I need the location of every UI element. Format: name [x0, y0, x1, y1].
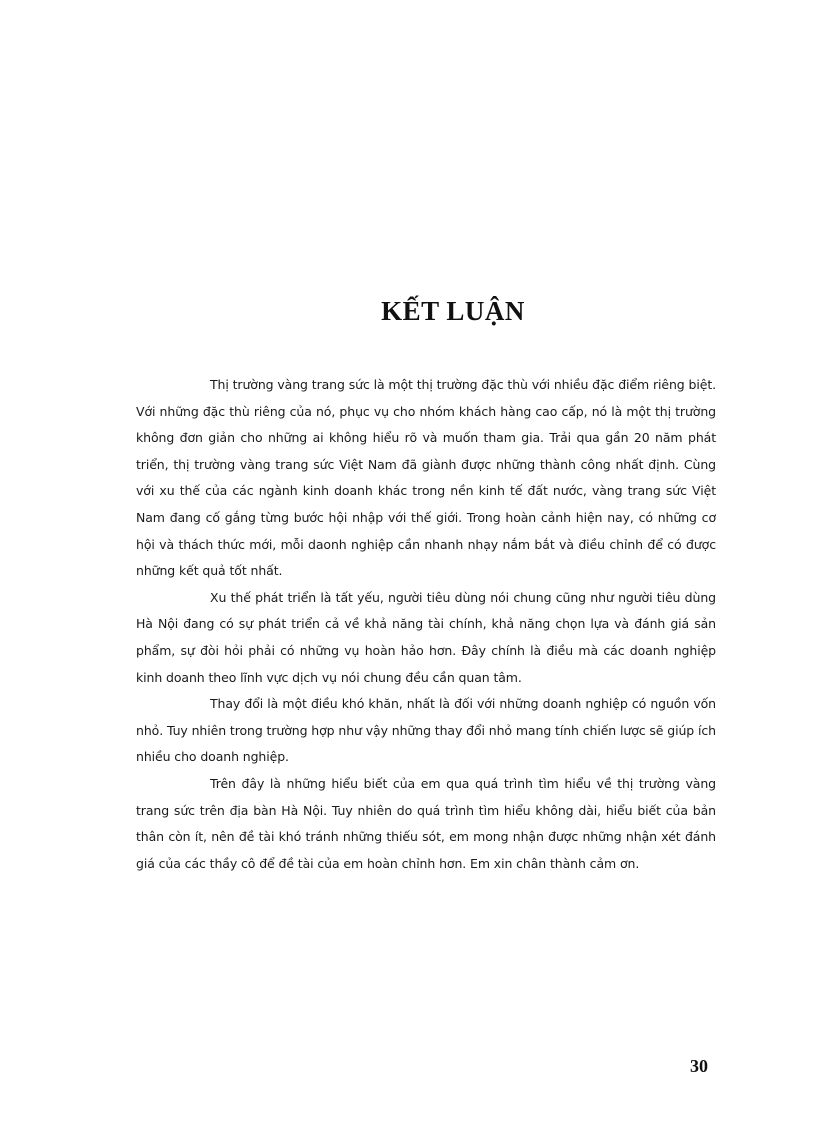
paragraph-2: Xu thế phát triển là tất yếu, người tiêu dùng nói chung cũng như người tiêu dùng Hà Nội đang có sự phát triển cả về khả năng tài chính, khả năng chọn lựa và đánh giá sản phẩm, sự đòi hỏi phải có những vụ hoàn hảo hơn. Đây chính là điều mà các doanh nghiệp kinh doanh theo lĩnh vực dịch vụ nói chung đều cần quan tâm. — [136, 589, 716, 685]
page-title: KẾT LUẬN — [381, 296, 525, 326]
paragraph-1: Thị trường vàng trang sức là một thị trường đặc thù với nhiều đặc điểm riêng biệt. Với những đặc thù riêng của nó, phục vụ cho nhóm khách hàng cao cấp, nó là một thị trường không đơn giản cho những ai không hiểu rõ và muốn tham gia. Trải qua gần 20 năm phát triển, thị trường vàng trang sức Việt Nam đã giành được những thành công nhất định. Cùng với xu thế của các ngành kinh doanh khác trong nền kinh tế đất nước, vàng trang sức Việt Nam đang cố gắng từng bước hội nhập với thế giới. Trong hoàn cảnh hiện nay, có những cơ hội và thách thức mới, mỗi daonh nghiệp cần nhanh nhạy nắm bắt và điều chỉnh để có được những kết quả tốt nhất. — [136, 377, 716, 579]
paragraph-3: Thay đổi là một điều khó khăn, nhất là đối với những doanh nghiệp có nguồn vốn nhỏ. Tuy nhiên trong trường hợp như vậy những thay đổi nhỏ mang tính chiến lược sẽ giúp ích nhiều cho doanh nghiệp. — [136, 696, 716, 765]
page-number: 30 — [690, 1056, 708, 1076]
paragraph-4: Trên đây là những hiểu biết của em qua quá trình tìm hiểu về thị trường vàng trang sức trên địa bàn Hà Nội. Tuy nhiên do quá trình tìm hiểu không dài, hiểu biết của bản thân còn ít, nên đề tài khó tránh những thiếu sót, em mong nhận được những nhận xét đánh giá của các thầy cô để đề tài của em hoàn chỉnh hơn. Em xin chân thành cảm ơn. — [136, 775, 716, 871]
body-text — [136, 372, 716, 877]
